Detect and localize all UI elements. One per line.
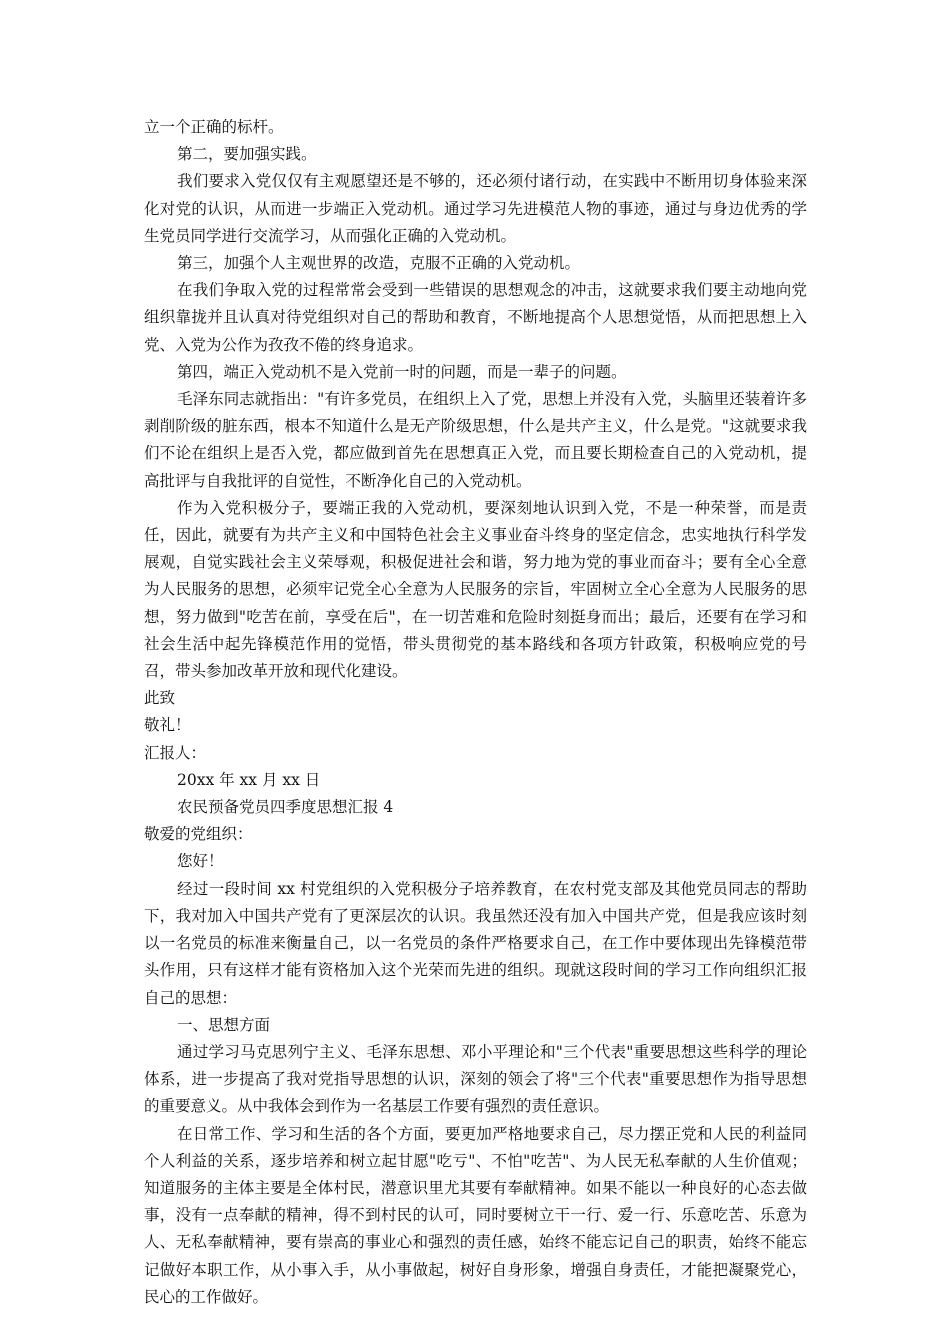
paragraph: 第二，要加强实践。	[177, 145, 317, 164]
greeting: 敬爱的党组织：	[144, 825, 253, 844]
reporter-label: 汇报人：	[144, 743, 207, 762]
paragraph: 作为入党积极分子，要端正我的入党动机，要深刻地认识到入党，不是一种荣誉，而是责任，因此，就要有为共产主义和中国特色社会主义事业奋斗终身的坚定信念，忠实地执行科学发展观，自觉实践社会主义荣辱观，积极促进社会和谐，努力地为党的事业而奋斗；要有全心全意为人民服务的思想，必须牢记党全心全意为人民服务的宗旨，牢固树立全心全意为人民服务的思想，努力做到"吃苦在前，享受在后"，在一切苦难和危险时刻挺身而出；最后，还要有在学习和社会生活中起先锋模范作用的觉悟，带头贯彻党的基本路线和各项方针政策，积极响应党的号召，带头参加改革开放和现代化建设。	[144, 498, 807, 681]
section-heading: 一、思想方面	[177, 1015, 271, 1034]
paragraph: 我们要求入党仅仅有主观愿望还是不够的，还必须付诸行动，在实践中不断用切身体验来深化对党的认识，从而进一步端正入党动机。通过学习先进模范人物的事迹，通过与身边优秀的学生党员同学进行交流学习，从而强化正确的入党动机。	[144, 172, 807, 245]
hello: 您好！	[177, 852, 224, 871]
paragraph: 毛泽东同志就指出："有许多党员，在组织上入了党，思想上并没有入党，头脑里还装着许多剥削阶级的脏东西，根本不知道什么是无产阶级思想，什么是共产主义，什么是党。"这就要求我们不论在组织上是否入党，都应做到首先在思想真正入党，而且要长期检查自己的入党动机，提高批评与自我批评的自觉性，不断净化自己的入党动机。	[144, 390, 807, 490]
paragraph: 通过学习马克思列宁主义、毛泽东思想、邓小平理论和"三个代表"重要思想这些科学的理论体系，进一步提高了我对党指导思想的认识，深刻的领会了将"三个代表"重要思想作为指导思想的重要意义。从中我体会到作为一名基层工作要有强烈的责任意识。	[144, 1042, 807, 1116]
closing-salute-1: 此致	[144, 689, 176, 708]
document-page	[144, 114, 807, 1311]
paragraph: 第四，端正入党动机不是入党前一时的问题，而是一辈子的问题。	[177, 362, 627, 381]
paragraph: 经过一段时间 xx 村党组织的入党积极分子培养教育，在农村党支部及其他党员同志的帮助下，我对加入中国共产党有了更深层次的认识。我虽然还没有加入中国共产党，但是我应该时刻以一名党员的标准来衡量自己，以一名党员的条件严格要求自己，在工作中要体现出先锋模范带头作用，只有这样才能有资格加入这个光荣而先进的组织。现就这段时间的学习工作向组织汇报自己的思想：	[144, 879, 807, 1007]
closing-salute-2: 敬礼！	[144, 716, 191, 735]
report-title: 农民预备党员四季度思想汇报 4	[177, 798, 394, 817]
report-date: 20xx 年 xx 月 xx 日	[177, 770, 321, 789]
paragraph: 立一个正确的标杆。	[144, 118, 284, 136]
paragraph: 在日常工作、学习和生活的各个方面，要更加严格地要求自己，尽力摆正党和人民的利益同个人利益的关系，逐步培养和树立起甘愿"吃亏"、不怕"吃苦"、为人民无私奉献的人生价值观；知道服务的主体主要是全体村民，潜意识里尤其要有奉献精神。如果不能以一种良好的心态去做事，没有一点奉献的精神，得不到村民的认可，同时要树立干一行、爱一行、乐意吃苦、乐意为人、无私奉献精神，要有崇高的事业心和强烈的责任感，始终不能忘记自己的职责，始终不能忘记做好本职工作，从小事入手，从小事做起，树好自身形象，增强自身责任，才能把凝聚党心，民心的工作做好。	[144, 1124, 807, 1306]
paragraph: 第三，加强个人主观世界的改造，克服不正确的入党动机。	[177, 254, 581, 273]
paragraph: 在我们争取入党的过程常常会受到一些错误的思想观念的冲击，这就要求我们要主动地向党组织靠拢并且认真对待党组织对自己的帮助和教育，不断地提高个人思想觉悟，从而把思想上入党、入党为公作为孜孜不倦的终身追求。	[144, 281, 807, 354]
